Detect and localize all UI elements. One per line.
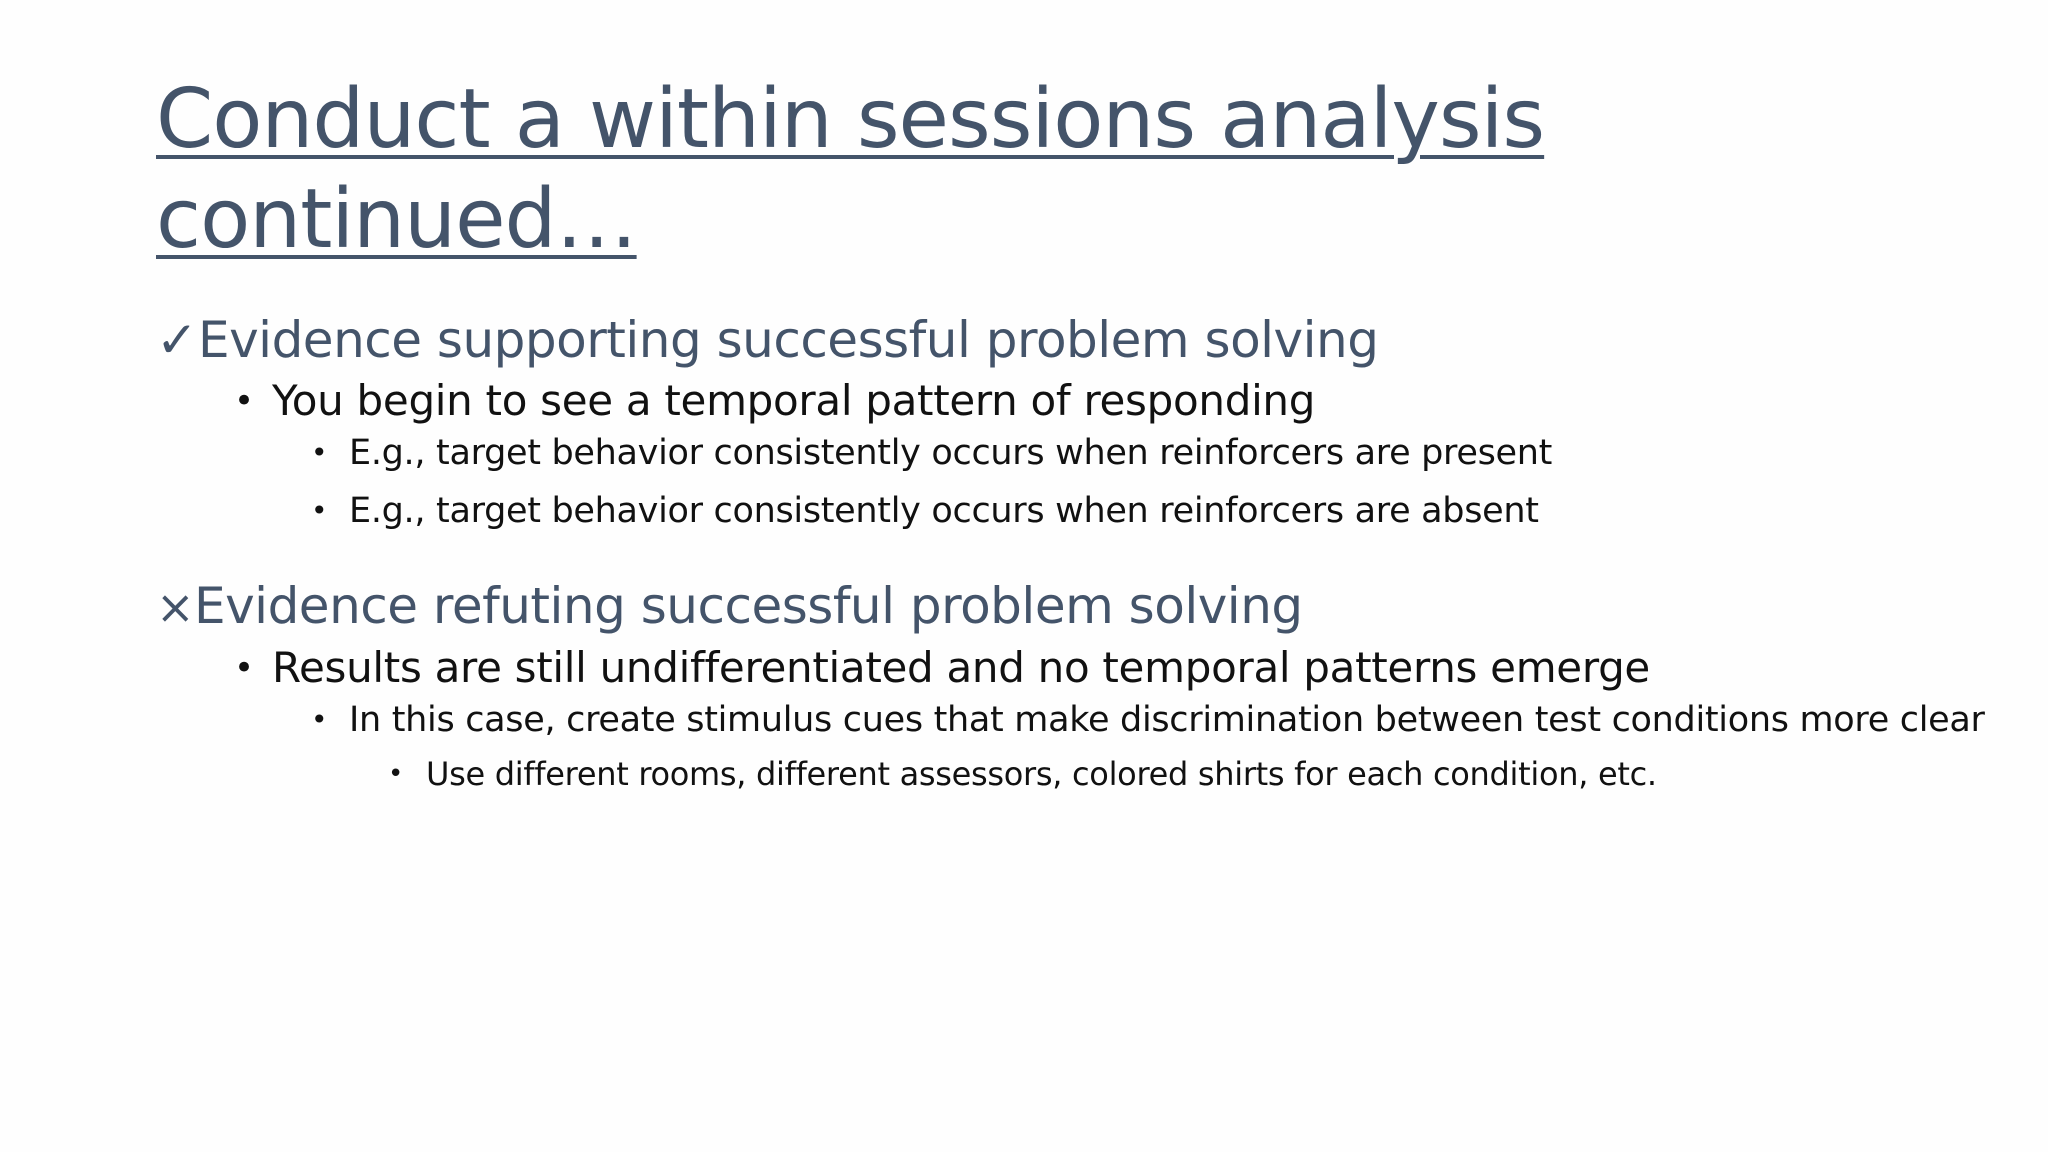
check-icon: ✓: [156, 311, 198, 369]
slide-title: [156, 70, 1856, 270]
bullet-icon: •: [388, 759, 404, 789]
sub-list-item-text: In this case, create stimulus cues that make discrimination between test conditions more clear: [349, 700, 1985, 740]
sub-list-item: [311, 430, 1956, 476]
section-heading-text: Evidence supporting successful problem solving: [198, 311, 1379, 369]
list-item-text: You begin to see a temporal pattern of responding: [272, 376, 1316, 425]
bullet-icon: •: [234, 648, 254, 688]
list-item: [234, 639, 1956, 697]
section-heading-text: Evidence refuting successful problem solving: [194, 577, 1303, 635]
title-line-2: continued…: [156, 172, 637, 267]
sub-list-item-text: E.g., target behavior consistently occurs when reinforcers are absent: [349, 491, 1539, 531]
section-heading: [156, 308, 1956, 372]
sub-list-item: [311, 697, 2009, 743]
cross-icon: ×: [156, 580, 195, 634]
bullet-icon: •: [234, 381, 254, 421]
sub-sub-list-item: [388, 751, 1956, 797]
bullet-icon: •: [311, 494, 328, 527]
title-line-1: Conduct a within sessions analysis: [156, 72, 1545, 167]
bullet-icon: •: [311, 703, 328, 736]
sub-list-item-text: E.g., target behavior consistently occurs when reinforcers are present: [349, 433, 1553, 473]
list-item: [234, 372, 1956, 430]
section-refuting-evidence: [156, 574, 1985, 797]
list-item-text: Results are still undifferentiated and no temporal patterns emerge: [272, 643, 1650, 692]
sub-sub-list-item-text: Use different rooms, different assessors, colored shirts for each condition, etc.: [426, 755, 1657, 793]
section-heading: [156, 574, 1956, 639]
section-supporting-evidence: [156, 308, 1956, 534]
sub-list-item: [311, 488, 1956, 534]
bullet-icon: •: [311, 436, 328, 469]
